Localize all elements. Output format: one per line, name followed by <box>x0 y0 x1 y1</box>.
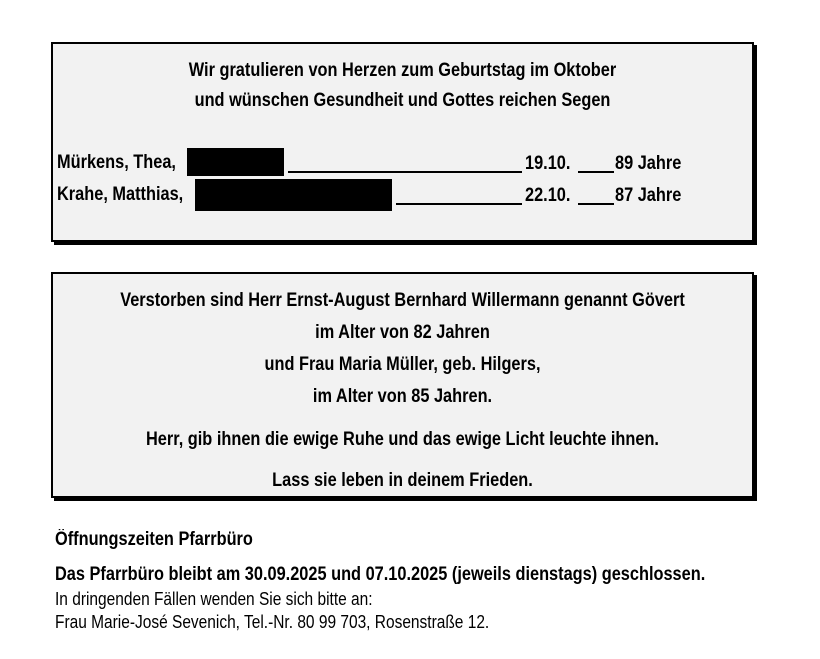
closing-line: Lass sie leben in deinem Frieden. <box>272 470 533 491</box>
birthday-entry-date: 19.10. <box>525 153 571 174</box>
death-notice-line-1: Verstorben sind Herr Ernst-August Bernhard Willermann genannt Gövert <box>120 290 685 311</box>
fill-line <box>288 156 522 173</box>
birthday-box <box>51 42 754 242</box>
office-hours-heading: Öffnungszeiten Pfarrbüro <box>55 529 253 550</box>
birthday-entry-age: 87 Jahre <box>615 185 682 206</box>
contact-details: Frau Marie-José Sevenich, Tel.-Nr. 80 99 703, Rosenstraße 12. <box>55 612 490 632</box>
birthday-entry-name: Mürkens, Thea, <box>57 152 176 173</box>
birthday-heading-line-1: Wir gratulieren von Herzen zum Geburtstag im Oktober <box>188 60 617 81</box>
fill-line <box>578 156 614 173</box>
death-notice-box <box>51 272 754 498</box>
prayer-line: Herr, gib ihnen die ewige Ruhe und das ewige Licht leuchte ihnen. <box>146 429 659 450</box>
redaction-bar <box>187 148 284 176</box>
death-notice-line-2: im Alter von 82 Jahren <box>315 322 490 343</box>
death-notice-line-4: im Alter von 85 Jahren. <box>312 386 493 407</box>
redaction-bar <box>195 179 392 211</box>
death-notice-line-3: und Frau Maria Müller, geb. Hilgers, <box>264 354 541 375</box>
fill-line <box>396 188 522 205</box>
fill-line <box>578 188 614 205</box>
birthday-heading-line-2: und wünschen Gesundheit und Gottes reichen Segen <box>194 90 611 111</box>
birthday-entry-date: 22.10. <box>525 185 571 206</box>
birthday-entry-name: Krahe, Matthias, <box>57 184 184 205</box>
contact-intro: In dringenden Fällen wenden Sie sich bitte an: <box>55 589 373 609</box>
office-closure-notice: Das Pfarrbüro bleibt am 30.09.2025 und 07.10.2025 (jeweils dienstags) geschlossen. <box>55 564 706 585</box>
birthday-entry-age: 89 Jahre <box>615 153 682 174</box>
